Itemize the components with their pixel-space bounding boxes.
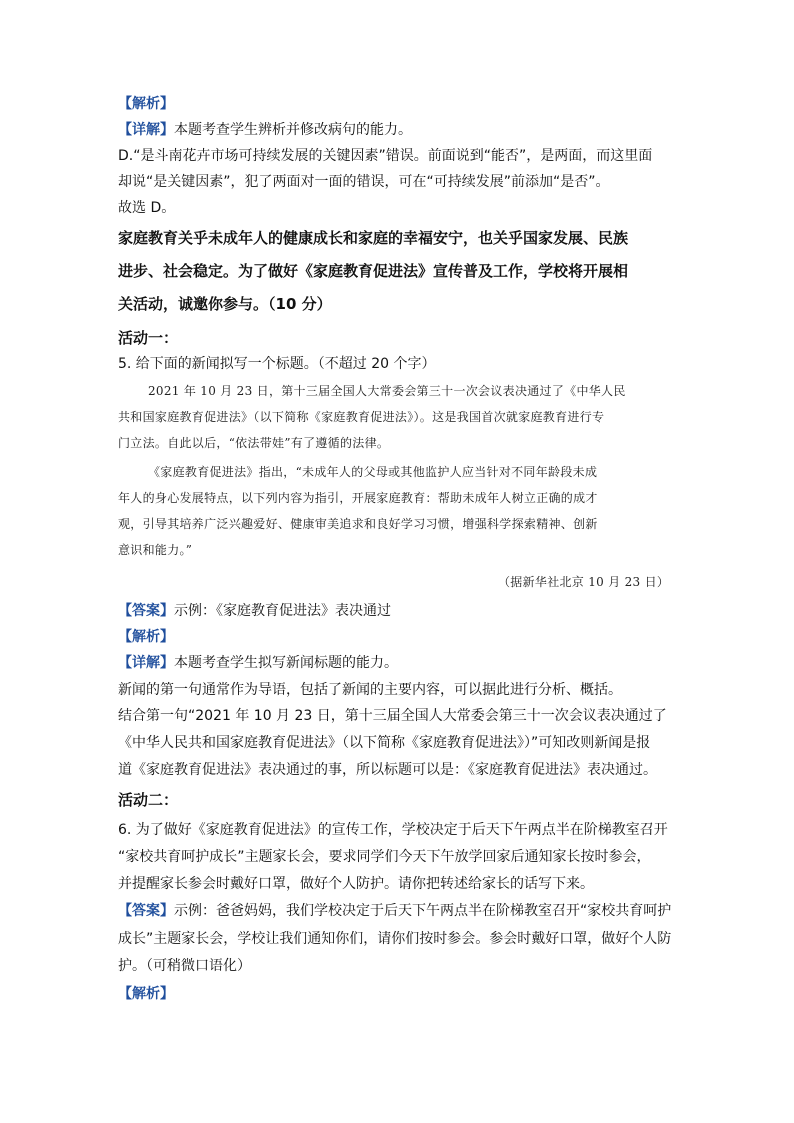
news-line: 意识和能力。” <box>118 543 193 557</box>
news-line: 《家庭教育促进法》指出，“未成年人的父母或其他监护人应当针对不同年龄段未成 <box>148 465 598 479</box>
question-six-line: 6. 为了做好《家庭教育促进法》的宣传工作，学校决定于后天下午两点半在阶梯教室召开 <box>118 822 668 838</box>
analysis-tag: 【解析】 <box>118 986 174 1002</box>
detail-line: 道《家庭教育促进法》表决通过的事，所以标题可以是：《家庭教育促进法》表决通过。 <box>118 762 657 778</box>
answer-text: 示例：爸爸妈妈，我们学校决定于后天下午两点半在阶梯教室召开“家校共育呵护 <box>174 903 672 919</box>
answer-line: 护。（可稍微口语化） <box>118 958 251 974</box>
detail-paragraph <box>118 653 398 673</box>
answer-text: 示例：《家庭教育促进法》表决通过 <box>174 603 391 619</box>
activity-two-heading: 活动二： <box>118 791 179 809</box>
detail-text: 本题考查学生拟写新闻标题的能力。 <box>174 655 398 671</box>
question-six-line: 并提醒家长参会时戴好口罩，做好个人防护。请你把转述给家长的话写下来。 <box>118 876 594 892</box>
answer-line: 成长”主题家长会，学校让我们通知你们，请你们按时参会。参会时戴好口罩，做好个人防 <box>118 931 672 947</box>
detail-text: 本题考查学生辨析并修改病句的能力。 <box>174 122 412 138</box>
intro-line: 关活动，诚邀你参与。（10 分） <box>118 295 332 313</box>
answer-paragraph <box>118 601 391 621</box>
news-source: （据新华社北京 10 月 23 日） <box>498 575 670 589</box>
detail-line: 新闻的第一句通常作为导语，包括了新闻的主要内容，可以据此进行分析、概括。 <box>118 682 622 698</box>
detail-paragraph <box>118 120 412 140</box>
question-six-line: “家校共育呵护成长”主题家长会，要求同学们今天下午放学回家后通知家长按时参会， <box>118 849 651 865</box>
analysis-tag: 【解析】 <box>118 629 174 645</box>
answer-tag: 【答案】 <box>118 603 174 619</box>
answer-paragraph <box>118 901 671 921</box>
news-line: 2021 年 10 月 23 日，第十三届全国人大常委会第三十一次会议表决通过了《中华人民 <box>148 384 626 398</box>
news-line: 门立法。自此以后，“依法带娃”有了遵循的法律。 <box>118 436 390 450</box>
news-line: 观，引导其培养广泛兴趣爱好、健康审美追求和良好学习习惯，增强科学探索精神、创新 <box>118 517 598 531</box>
detail-line: 《中华人民共和国家庭教育促进法》（以下简称《家庭教育促进法》）”可知改则新闻是报 <box>118 735 651 751</box>
news-line: 年人的身心发展特点，以下列内容为指引，开展家庭教育：帮助未成年人树立正确的成才 <box>118 491 598 505</box>
detail-line: 结合第一句“2021 年 10 月 23 日，第十三届全国人大常委会第三十一次会议表决通过了 <box>118 708 667 724</box>
news-line: 共和国家庭教育促进法》（以下简称《家庭教育促进法》）。这是我国首次就家庭教育进行专 <box>118 410 605 424</box>
conclusion-text: 故选 D。 <box>118 200 176 216</box>
answer-tag: 【答案】 <box>118 903 174 919</box>
detail-tag: 【详解】 <box>118 122 174 138</box>
question-five: 5. 给下面的新闻拟写一个标题。（不超过 20 个字） <box>118 356 436 372</box>
intro-line: 进步、社会稳定。为了做好《家庭教育促进法》宣传普及工作，学校将开展相 <box>118 262 629 280</box>
option-d-line: 却说“是关键因素”，犯了两面对一面的错误，可在“可持续发展”前添加“是否”。 <box>118 174 610 190</box>
analysis-tag: 【解析】 <box>118 96 174 112</box>
intro-line: 家庭教育关乎未成年人的健康成长和家庭的幸福安宁，也关乎国家发展、民族 <box>118 229 629 247</box>
detail-tag: 【详解】 <box>118 655 174 671</box>
option-d-line: D.“是斗南花卉市场可持续发展的关键因素”错误。前面说到“能否”，是两面，而这里面 <box>118 148 653 164</box>
activity-one-heading: 活动一： <box>118 329 179 347</box>
